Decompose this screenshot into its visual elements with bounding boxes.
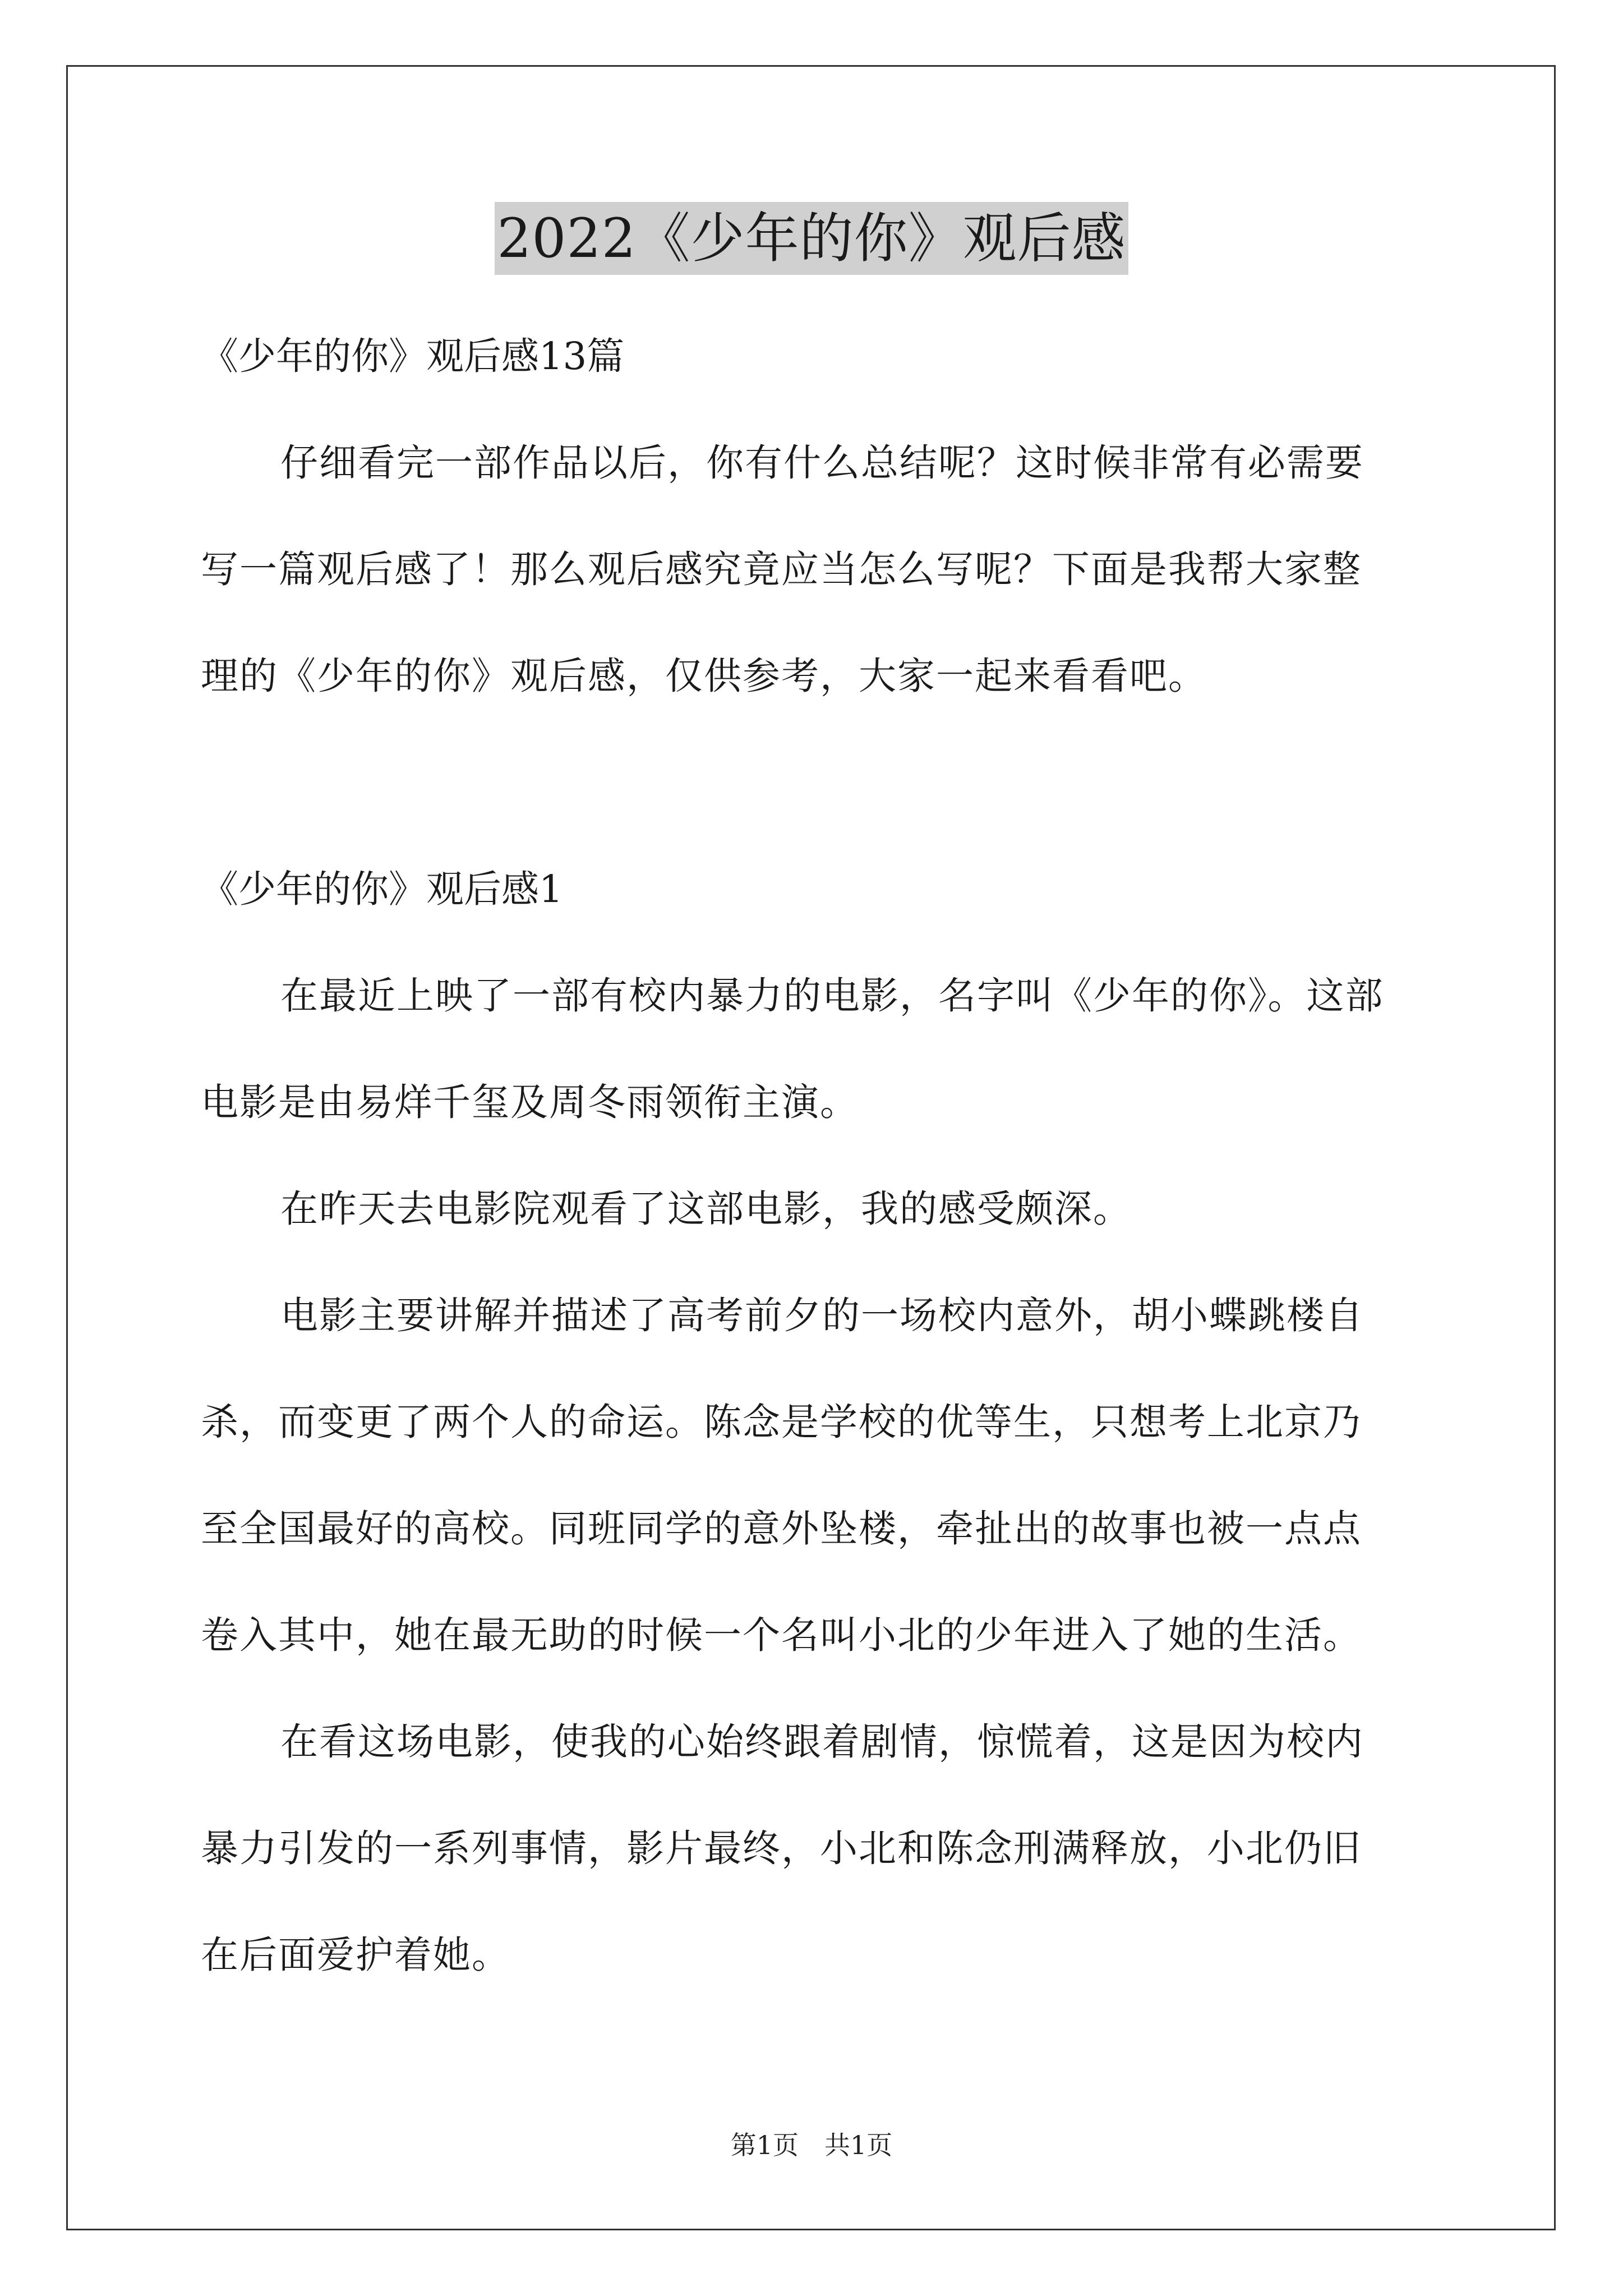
paragraph-line: 卷入其中，她在最无助的时候一个名叫小北的少年进入了她的生活。 (201, 1613, 1362, 1657)
page-number: 第1页 共1页 (730, 2130, 893, 2160)
paragraph-3 (201, 1262, 1429, 1688)
document-body (201, 303, 1429, 2008)
section-heading: 《少年的你》观后感1 (201, 867, 563, 911)
intro-line: 写一篇观后感了！那么观后感究竟应当怎么写呢？下面是我帮大家整 (201, 547, 1362, 591)
paragraph-2 (201, 1156, 1429, 1262)
paragraph-line: 在最近上映了一部有校内暴力的电影，名字叫《少年的你》。这部 (280, 974, 1384, 1018)
paragraph-line: 暴力引发的一系列事情，影片最终，小北和陈念刑满释放，小北仍旧 (201, 1826, 1362, 1870)
paragraph-4 (201, 1688, 1429, 2008)
page-footer (0, 2128, 1623, 2162)
paragraph-line: 至全国最好的高校。同班同学的意外坠楼，牵扯出的故事也被一点点 (201, 1507, 1362, 1550)
intro-line: 仔细看完一部作品以后，你有什么总结呢？这时候非常有必需要 (280, 441, 1364, 485)
document-subtitle: 《少年的你》观后感13篇 (201, 334, 625, 378)
paragraph-line: 杀，而变更了两个人的命运。陈念是学校的优等生，只想考上北京乃 (201, 1400, 1362, 1444)
paragraph-line: 电影主要讲解并描述了高考前夕的一场校内意外，胡小蝶跳楼自 (280, 1294, 1364, 1337)
intro-paragraph (201, 409, 1429, 729)
paragraph-1 (201, 942, 1429, 1156)
intro-line: 理的《少年的你》观后感，仅供参考，大家一起来看看吧。 (201, 654, 1207, 698)
paragraph-line: 在后面爱护着她。 (201, 1933, 510, 1977)
paragraph-line: 在昨天去电影院观看了这部电影，我的感受颇深。 (280, 1187, 1132, 1231)
paragraph-line: 电影是由易烊千玺及周冬雨领衔主演。 (201, 1080, 859, 1124)
document-title: 2022《少年的你》观后感 (495, 202, 1128, 275)
title-container (0, 202, 1623, 275)
paragraph-line: 在看这场电影，使我的心始终跟着剧情，惊慌着，这是因为校内 (280, 1720, 1364, 1764)
spacer (201, 729, 1429, 836)
